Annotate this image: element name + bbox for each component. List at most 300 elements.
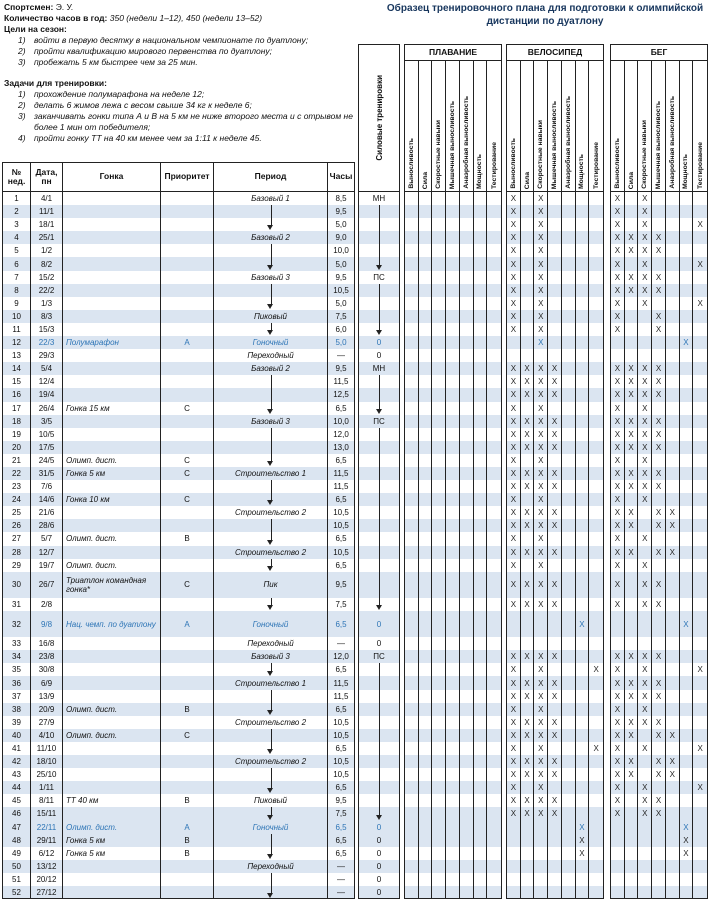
x-mark: X bbox=[611, 441, 625, 454]
mark-cell bbox=[576, 336, 590, 349]
mark-cell bbox=[487, 663, 501, 676]
x-mark: X bbox=[507, 546, 521, 559]
date-cell: 8/11 bbox=[31, 794, 63, 807]
mark-cell bbox=[432, 598, 446, 611]
athlete-label: Спортсмен: bbox=[4, 2, 54, 12]
strength-arrow-line bbox=[379, 598, 380, 605]
mark-cell bbox=[693, 807, 707, 820]
mark-cell bbox=[405, 218, 419, 231]
mark-cell bbox=[432, 834, 446, 847]
mark-cell bbox=[680, 532, 694, 545]
mark-cell bbox=[432, 572, 446, 598]
page-title: Образец тренировочного плана для подготовки к олимпийской дистанции по дуатлону bbox=[386, 3, 704, 27]
mark-cell bbox=[576, 676, 590, 689]
bike-marks bbox=[506, 310, 604, 323]
priority-cell bbox=[161, 310, 214, 323]
race-cell bbox=[63, 781, 161, 794]
mark-cell bbox=[521, 402, 535, 415]
mark-cell bbox=[432, 441, 446, 454]
mark-cell bbox=[576, 703, 590, 716]
swim-marks bbox=[404, 650, 502, 663]
mark-cell bbox=[487, 362, 501, 375]
week-row bbox=[2, 703, 708, 716]
mark-cell bbox=[589, 388, 603, 401]
week-row bbox=[2, 349, 708, 362]
mark-cell bbox=[589, 886, 603, 898]
week-row bbox=[2, 375, 708, 388]
mark-cell bbox=[576, 572, 590, 598]
mark-cell bbox=[562, 768, 576, 781]
x-mark: X bbox=[534, 755, 548, 768]
priority-cell bbox=[161, 559, 214, 572]
mark-cell bbox=[460, 742, 474, 755]
mark-cell bbox=[446, 794, 460, 807]
strength-cell: 0 bbox=[358, 336, 400, 349]
run-marks bbox=[610, 663, 708, 676]
priority-cell: С bbox=[161, 402, 214, 415]
x-mark: X bbox=[652, 441, 666, 454]
hours-cell: 12,0 bbox=[333, 429, 349, 439]
mark-cell bbox=[562, 794, 576, 807]
x-mark: X bbox=[521, 546, 535, 559]
run-marks bbox=[610, 873, 708, 886]
mark-cell bbox=[487, 834, 501, 847]
hours-cell: 10,5 bbox=[333, 285, 349, 295]
week-number-cell: 36 bbox=[3, 676, 31, 689]
priority-cell bbox=[161, 650, 214, 663]
strength-arrowhead-icon bbox=[376, 409, 382, 414]
week-number-cell: 52 bbox=[3, 886, 31, 898]
mark-cell bbox=[589, 415, 603, 428]
week-number-cell: 27 bbox=[3, 532, 31, 545]
swim-marks bbox=[404, 781, 502, 794]
period-arrowhead-icon bbox=[267, 540, 273, 545]
strength-workouts-column-header bbox=[358, 44, 400, 192]
x-mark: X bbox=[507, 794, 521, 807]
mark-cell bbox=[589, 257, 603, 270]
hours-cell: 6,5 bbox=[335, 704, 347, 714]
mark-cell bbox=[666, 323, 680, 336]
mark-cell bbox=[474, 716, 488, 729]
x-mark: X bbox=[521, 375, 535, 388]
mark-cell bbox=[693, 794, 707, 807]
x-mark: X bbox=[548, 807, 562, 820]
mark-cell bbox=[638, 847, 652, 860]
week-number-cell: 32 bbox=[3, 611, 31, 637]
mark-cell bbox=[576, 532, 590, 545]
bike-marks bbox=[506, 794, 604, 807]
mark-cell bbox=[638, 873, 652, 886]
priority-cell bbox=[161, 428, 214, 441]
race-cell bbox=[63, 388, 161, 401]
mark-cell bbox=[548, 860, 562, 873]
swim-marks bbox=[404, 310, 502, 323]
swim-marks bbox=[404, 676, 502, 689]
mark-cell bbox=[487, 519, 501, 532]
period-arrowhead-icon bbox=[267, 265, 273, 270]
run-marks bbox=[610, 519, 708, 532]
mark-cell bbox=[474, 807, 488, 820]
season-goals-label: Цели на сезон: bbox=[4, 24, 67, 34]
mark-cell bbox=[432, 781, 446, 794]
run-marks bbox=[610, 834, 708, 847]
date-cell: 3/5 bbox=[31, 415, 63, 428]
x-mark: X bbox=[534, 546, 548, 559]
date-cell: 7/6 bbox=[31, 480, 63, 493]
mark-cell bbox=[548, 781, 562, 794]
mark-cell bbox=[446, 781, 460, 794]
priority-cell bbox=[161, 375, 214, 388]
mark-cell bbox=[562, 611, 576, 637]
x-mark: X bbox=[652, 415, 666, 428]
mark-cell bbox=[652, 834, 666, 847]
mark-cell bbox=[548, 454, 562, 467]
bike-marks bbox=[506, 663, 604, 676]
mark-cell bbox=[460, 847, 474, 860]
hours-cell: 6,5 bbox=[335, 848, 347, 858]
period-arrow-line bbox=[271, 598, 272, 605]
hours-cell: 10,5 bbox=[333, 717, 349, 727]
x-mark: X bbox=[548, 794, 562, 807]
x-mark: X bbox=[611, 388, 625, 401]
week-row bbox=[2, 519, 708, 532]
mark-cell bbox=[432, 716, 446, 729]
mark-cell bbox=[446, 218, 460, 231]
mark-cell bbox=[487, 781, 501, 794]
run-marks bbox=[610, 441, 708, 454]
bike-marks bbox=[506, 716, 604, 729]
strength-arrow-line bbox=[379, 781, 380, 794]
run-marks bbox=[610, 402, 708, 415]
task-item: прохождение полумарафона на неделе 12; bbox=[34, 89, 205, 99]
strength-arrow-line bbox=[379, 231, 380, 244]
x-mark: X bbox=[638, 218, 652, 231]
mark-cell bbox=[405, 663, 419, 676]
priority-cell: В bbox=[161, 532, 214, 545]
mark-cell bbox=[405, 781, 419, 794]
x-mark: X bbox=[611, 493, 625, 506]
mark-cell bbox=[638, 637, 652, 650]
x-mark: X bbox=[521, 519, 535, 532]
x-mark: X bbox=[534, 323, 548, 336]
mark-cell bbox=[589, 454, 603, 467]
mark-cell bbox=[576, 637, 590, 650]
mark-cell bbox=[576, 467, 590, 480]
date-cell: 13/9 bbox=[31, 690, 63, 703]
x-mark: X bbox=[507, 402, 521, 415]
mark-cell bbox=[611, 847, 625, 860]
x-mark: X bbox=[507, 716, 521, 729]
x-mark: X bbox=[611, 794, 625, 807]
period-cell: Переходный bbox=[214, 637, 328, 650]
period-cell: Базовый 1 bbox=[214, 192, 328, 205]
main-band bbox=[2, 257, 355, 270]
mark-cell bbox=[507, 834, 521, 847]
mark-cell bbox=[474, 794, 488, 807]
mark-cell bbox=[625, 873, 639, 886]
column-label-сила: Сила bbox=[521, 61, 535, 191]
mark-cell bbox=[460, 454, 474, 467]
mark-cell bbox=[589, 834, 603, 847]
mark-cell bbox=[693, 415, 707, 428]
run-marks bbox=[610, 729, 708, 742]
strength-arrow-line bbox=[379, 742, 380, 755]
mark-cell bbox=[576, 506, 590, 519]
date-cell: 11/1 bbox=[31, 205, 63, 218]
mark-cell bbox=[589, 205, 603, 218]
mark-cell bbox=[562, 218, 576, 231]
mark-cell bbox=[576, 794, 590, 807]
priority-cell bbox=[161, 192, 214, 205]
mark-cell bbox=[487, 454, 501, 467]
mark-cell bbox=[460, 873, 474, 886]
strength-arrow-line bbox=[379, 676, 380, 689]
strength-arrow-line bbox=[379, 284, 380, 297]
x-mark: X bbox=[666, 755, 680, 768]
strength-arrow-line bbox=[379, 323, 380, 330]
mark-cell bbox=[534, 860, 548, 873]
mark-cell bbox=[625, 611, 639, 637]
mark-cell bbox=[562, 519, 576, 532]
week-row bbox=[2, 860, 708, 873]
mark-cell bbox=[405, 611, 419, 637]
x-mark: X bbox=[548, 428, 562, 441]
task-item: пройти гонку ТТ на 40 км менее чем за 1:11 к неделе 45. bbox=[34, 133, 262, 143]
week-number-cell: 10 bbox=[3, 310, 31, 323]
mark-cell bbox=[625, 663, 639, 676]
period-cell bbox=[214, 323, 328, 336]
period-arrowhead-icon bbox=[267, 605, 273, 610]
mark-cell bbox=[693, 755, 707, 768]
swim-marks bbox=[404, 218, 502, 231]
hours-cell: 5,0 bbox=[335, 298, 347, 308]
mark-cell bbox=[666, 716, 680, 729]
bike-marks bbox=[506, 323, 604, 336]
x-mark: X bbox=[652, 716, 666, 729]
hours-cell: 9,5 bbox=[335, 796, 347, 806]
bike-marks bbox=[506, 402, 604, 415]
run-marks bbox=[610, 428, 708, 441]
mark-cell bbox=[534, 847, 548, 860]
main-band bbox=[2, 467, 355, 480]
mark-cell bbox=[432, 637, 446, 650]
x-mark: X bbox=[534, 794, 548, 807]
run-marks bbox=[610, 297, 708, 310]
mark-cell bbox=[487, 205, 501, 218]
mark-cell bbox=[652, 532, 666, 545]
mark-cell bbox=[680, 650, 694, 663]
mark-cell bbox=[625, 886, 639, 898]
period-cell bbox=[214, 441, 328, 454]
week-row bbox=[2, 847, 708, 860]
x-mark: X bbox=[611, 375, 625, 388]
mark-cell bbox=[625, 336, 639, 349]
mark-cell bbox=[507, 821, 521, 834]
bike-marks bbox=[506, 703, 604, 716]
mark-cell bbox=[474, 493, 488, 506]
mark-cell bbox=[548, 349, 562, 362]
mark-cell bbox=[460, 297, 474, 310]
mark-cell bbox=[548, 742, 562, 755]
hours-cell: 11,5 bbox=[333, 691, 349, 701]
mark-cell bbox=[562, 742, 576, 755]
strength-cell: 0 bbox=[358, 611, 400, 637]
season-goals-list bbox=[4, 35, 356, 68]
mark-cell bbox=[666, 454, 680, 467]
mark-cell bbox=[405, 467, 419, 480]
column-label-мышечная выносливость: Мышечная выносливость bbox=[548, 61, 562, 191]
mark-cell bbox=[460, 218, 474, 231]
priority-cell bbox=[161, 244, 214, 257]
x-mark: X bbox=[638, 742, 652, 755]
x-mark: X bbox=[534, 598, 548, 611]
mark-cell bbox=[693, 873, 707, 886]
x-mark: X bbox=[507, 205, 521, 218]
bike-marks bbox=[506, 572, 604, 598]
strength-arrow-line bbox=[379, 532, 380, 545]
mark-cell bbox=[589, 611, 603, 637]
mark-cell bbox=[446, 257, 460, 270]
strength-arrow-line bbox=[379, 205, 380, 218]
x-mark: X bbox=[611, 428, 625, 441]
column-label-мощность: Мощность bbox=[576, 61, 590, 191]
x-mark: X bbox=[638, 257, 652, 270]
week-row bbox=[2, 244, 708, 257]
bike-marks bbox=[506, 362, 604, 375]
mark-cell bbox=[474, 362, 488, 375]
date-cell: 30/8 bbox=[31, 663, 63, 676]
mark-cell bbox=[487, 349, 501, 362]
bike-marks bbox=[506, 729, 604, 742]
mark-cell bbox=[432, 559, 446, 572]
mark-cell bbox=[625, 703, 639, 716]
main-band bbox=[2, 362, 355, 375]
mark-cell bbox=[521, 873, 535, 886]
mark-cell bbox=[666, 493, 680, 506]
mark-cell bbox=[652, 297, 666, 310]
week-row bbox=[2, 493, 708, 506]
period-cell bbox=[214, 559, 328, 572]
x-mark: X bbox=[625, 519, 639, 532]
mark-cell bbox=[487, 873, 501, 886]
mark-cell bbox=[446, 637, 460, 650]
mark-cell bbox=[534, 349, 548, 362]
race-cell bbox=[63, 231, 161, 244]
x-mark: X bbox=[507, 310, 521, 323]
x-mark: X bbox=[534, 415, 548, 428]
mark-cell bbox=[576, 297, 590, 310]
period-cell bbox=[214, 703, 328, 716]
x-mark: X bbox=[534, 297, 548, 310]
mark-cell bbox=[460, 650, 474, 663]
mark-cell bbox=[405, 402, 419, 415]
mark-cell bbox=[652, 611, 666, 637]
mark-cell bbox=[419, 729, 433, 742]
period-cell: Пик bbox=[214, 572, 328, 598]
x-mark: X bbox=[638, 428, 652, 441]
week-number-cell: 17 bbox=[3, 402, 31, 415]
x-mark: X bbox=[534, 676, 548, 689]
mark-cell bbox=[446, 519, 460, 532]
priority-cell bbox=[161, 441, 214, 454]
mark-cell bbox=[562, 480, 576, 493]
week-row bbox=[2, 441, 708, 454]
mark-cell bbox=[460, 794, 474, 807]
mark-cell bbox=[589, 271, 603, 284]
mark-cell bbox=[576, 271, 590, 284]
mark-cell bbox=[521, 271, 535, 284]
mark-cell bbox=[589, 873, 603, 886]
hours-cell: 7,5 bbox=[335, 311, 347, 321]
mark-cell bbox=[405, 336, 419, 349]
main-band bbox=[2, 847, 355, 860]
main-band bbox=[2, 244, 355, 257]
mark-cell bbox=[419, 428, 433, 441]
main-band bbox=[2, 532, 355, 545]
x-mark: X bbox=[507, 650, 521, 663]
race-cell: Гонка 5 км bbox=[63, 467, 161, 480]
mark-cell bbox=[666, 297, 680, 310]
mark-cell bbox=[666, 244, 680, 257]
mark-cell bbox=[405, 323, 419, 336]
date-cell: 15/3 bbox=[31, 323, 63, 336]
mark-cell bbox=[638, 310, 652, 323]
mark-cell bbox=[419, 611, 433, 637]
mark-cell bbox=[419, 441, 433, 454]
week-row bbox=[2, 218, 708, 231]
run-marks bbox=[610, 755, 708, 768]
week-number-cell: 50 bbox=[3, 860, 31, 873]
date-cell: 22/3 bbox=[31, 336, 63, 349]
x-mark: X bbox=[652, 323, 666, 336]
period-arrow-line bbox=[271, 493, 272, 500]
x-mark: X bbox=[548, 441, 562, 454]
week-row bbox=[2, 532, 708, 545]
date-cell: 19/7 bbox=[31, 559, 63, 572]
main-band bbox=[2, 349, 355, 362]
period-cell bbox=[214, 402, 328, 415]
mark-cell bbox=[548, 493, 562, 506]
mark-cell bbox=[562, 807, 576, 820]
x-mark: X bbox=[548, 650, 562, 663]
date-cell: 18/10 bbox=[31, 755, 63, 768]
mark-cell bbox=[446, 690, 460, 703]
mark-cell bbox=[432, 349, 446, 362]
main-band bbox=[2, 676, 355, 689]
mark-cell bbox=[419, 742, 433, 755]
x-mark: X bbox=[611, 546, 625, 559]
swim-marks bbox=[404, 559, 502, 572]
mark-cell bbox=[419, 676, 433, 689]
column-label-скоростные навыки: Скоростные навыки bbox=[638, 61, 652, 191]
mark-cell bbox=[576, 480, 590, 493]
mark-cell bbox=[589, 192, 603, 205]
main-band bbox=[2, 729, 355, 742]
mark-cell bbox=[419, 703, 433, 716]
mark-cell bbox=[562, 349, 576, 362]
mark-cell bbox=[576, 546, 590, 559]
mark-cell bbox=[446, 205, 460, 218]
x-mark: X bbox=[625, 441, 639, 454]
week-row bbox=[2, 729, 708, 742]
strength-cell: 0 bbox=[358, 821, 400, 834]
bike-marks bbox=[506, 676, 604, 689]
mark-cell bbox=[521, 860, 535, 873]
mark-cell bbox=[548, 821, 562, 834]
mark-cell bbox=[576, 755, 590, 768]
mark-cell bbox=[446, 768, 460, 781]
x-mark: X bbox=[625, 676, 639, 689]
